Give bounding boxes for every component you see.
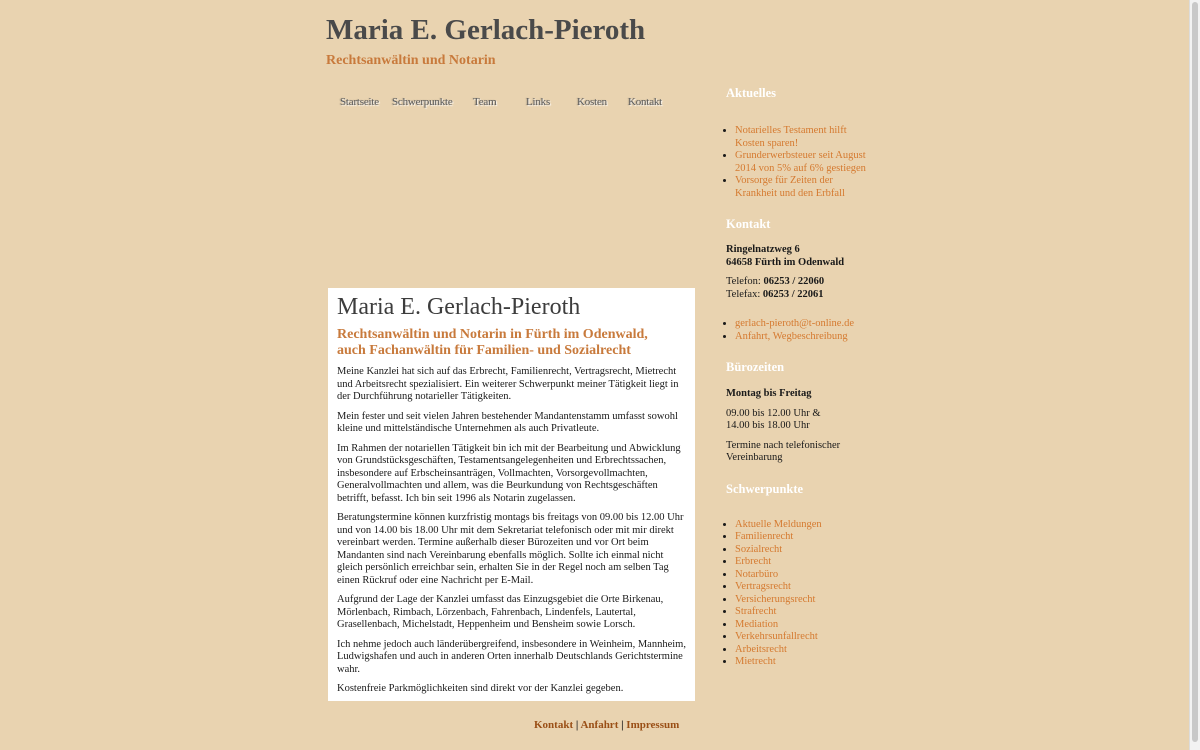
hours-times [726,408,871,433]
focus-item [735,519,871,532]
phone-number: 06253 / 22060 [763,276,825,287]
vertical-scrollbar[interactable] [1189,0,1200,750]
focus-link-aktuelle-meldungen[interactable]: Aktuelle Meldungen [735,518,822,530]
paragraph-appointments: Beratungstermine können kurzfristig montags bis freitags von 09.00 bis 12.00 Uhr und von 14.00 bis 18.00 Uhr mit dem Sekretariat telefonisch oder mit mir direkt vereinbart werden. Termine außerhalb dieser Bürozeiten und vor Ort beim Mandanten sind nach Vereinbarung ebenfalls möglich. Sollte ich einmal nicht gleich persönlich erreichbar sein, erhalten Sie in der Regel noch am selben Tag einen Rückruf oder eine Nachricht per E-Mail. [337,512,684,586]
footer-links [534,719,679,731]
news-list [726,125,871,200]
fax-label: Telefax: [726,288,761,300]
footer-separator: | [575,719,579,731]
focus-link-versicherungsrecht[interactable]: Versicherungsrecht [735,593,816,605]
footer-separator: | [621,719,624,731]
paragraph-specialization: Meine Kanzlei hat sich auf das Erbrecht, Familienrecht, Vertragsrecht, Mietrecht und Arbeitsrecht spezialisiert. Ein weiterer Schwerpunkt meiner Tätigkeit liegt in der Durchführung notarieller Tätigkeiten. [337,366,679,402]
paragraph-notary: Im Rahmen der notariellen Tätigkeit bin ich mit der Bearbeitung und Abwicklung von Grundstücksgeschäften, Testamentsangelegenheiten und Erbrechtssachen, insbesondere auf Erbscheinsanträgen, Vollmachten, Vorsorgevollmachten, Generalvollmachten und allem, was die Beurkundung von Rechtsgeschäften betrifft, befasst. Ich bin seit 1996 als Notarin zugelassen. [337,442,681,504]
nav-links[interactable]: Links [526,96,551,108]
focus-link-sozialrecht[interactable]: Sozialrecht [735,543,783,555]
paragraph-region: Aufgrund der Lage der Kanzlei umfasst das Einzugsgebiet die Orte Birkenau, Mörlenbach, Rimbach, Lörzenbach, Fahrenbach, Lindenfels, Lautertal, Grasellenbach, Michelstadt, Heppenheim und Bensheim sowie Lorsch. [337,594,664,630]
hours-heading: Bürozeiten [726,360,785,374]
site-subtitle: Rechtsanwältin und Notarin [326,53,496,68]
focus-link-notarbuero[interactable]: Notarbüro [735,568,779,580]
focus-item [735,606,871,619]
footer-link-anfahrt[interactable]: Anfahrt [580,719,619,731]
focus-link-verkehrsunfallrecht[interactable]: Verkehrsunfallrecht [735,631,818,642]
news-link-testament[interactable]: Notarielles Testament hilft Kosten sparen! [735,125,847,149]
fax-number: 06253 / 22061 [762,288,824,300]
contact-address [726,244,871,269]
focus-link-erbrecht[interactable]: Erbrecht [735,556,772,567]
paragraph-parking: Kostenfreie Parkmöglichkeiten sind direkt vor der Kanzlei gegeben. [337,683,624,694]
news-item [735,175,871,200]
phone-label: Telefon: [726,276,761,287]
focus-item [735,544,871,557]
scrollbar-thumb[interactable] [1192,2,1198,742]
hours-note: Termine nach telefonischer Vereinbarung [726,439,841,463]
contact-link-item [735,331,871,344]
footer-link-kontakt[interactable]: Kontakt [534,719,574,731]
news-item [735,150,871,175]
footer-link-impressum[interactable]: Impressum [626,719,680,731]
nav-startseite[interactable]: Startseite [340,96,379,108]
focus-item [735,656,871,669]
contact-links [726,318,871,343]
nav-team[interactable]: Team [473,96,497,108]
contact-link-item [735,318,871,331]
main-content [328,288,695,701]
focus-item [735,581,871,594]
focus-item [735,569,871,582]
focus-heading: Schwerpunkte [726,481,804,496]
focus-item [735,531,871,544]
email-link[interactable]: gerlach-pieroth@t-online.de [735,318,854,329]
news-item [735,125,871,150]
hours-morning: 09.00 bis 12.00 Uhr & [726,407,821,419]
focus-list [726,519,871,669]
focus-link-mietrecht[interactable]: Mietrecht [735,656,776,667]
sidebar [726,86,871,669]
focus-link-strafrecht[interactable]: Strafrecht [735,606,777,617]
news-link-grunderwerbsteuer[interactable]: Grunderwerbsteuer seit August 2014 von 5% auf 6% gestiegen [735,150,866,174]
focus-item [735,619,871,632]
focus-link-familienrecht[interactable]: Familienrecht [735,531,794,542]
paragraph-courts: Ich nehme jedoch auch länderübergreifend, insbesondere in Weinheim, Mannheim, Ludwigshafen und auch in anderen Orten innerhalb Deutschlands Gerichtstermine wahr. [337,638,686,675]
focus-link-vertragsrecht[interactable]: Vertragsrecht [735,581,791,592]
content-subheading [337,327,686,359]
focus-item [735,556,871,569]
contact-heading: Kontakt [726,217,771,231]
focus-link-arbeitsrecht[interactable]: Arbeitsrecht [735,643,787,655]
hours-days: Montag bis Freitag [726,388,812,399]
paragraph-clients: Mein fester und seit vielen Jahren bestehender Mandantenstamm umfasst sowohl kleine und mittelständische Unternehmen als auch Privatleute. [337,410,678,434]
focus-link-mediation[interactable]: Mediation [735,618,779,630]
focus-item [735,644,871,657]
focus-item [735,631,871,644]
nav-kontakt[interactable]: Kontakt [628,96,663,108]
contact-phones [726,276,871,301]
hours-afternoon: 14.00 bis 18.00 Uhr [726,420,810,431]
news-link-vorsorge[interactable]: Vorsorge für Zeiten der Krankheit und den Erbfall [735,175,845,199]
directions-link[interactable]: Anfahrt, Wegbeschreibung [735,330,848,342]
content-heading: Maria E. Gerlach-Pieroth [337,294,581,320]
contact-city: 64658 Fürth im Odenwald [726,256,845,268]
nav-schwerpunkte[interactable]: Schwerpunkte [392,96,453,108]
nav-kosten[interactable]: Kosten [577,96,607,108]
news-heading: Aktuelles [726,86,776,100]
focus-item [735,594,871,607]
subheading-line-2: auch Fachanwältin für Familien- und Sozialrecht [337,343,631,358]
subheading-line-1: Rechtsanwältin und Notarin in Fürth im Odenwald, [337,327,648,342]
contact-street: Ringelnatzweg 6 [726,244,800,255]
site-title: Maria E. Gerlach-Pieroth [326,14,646,46]
